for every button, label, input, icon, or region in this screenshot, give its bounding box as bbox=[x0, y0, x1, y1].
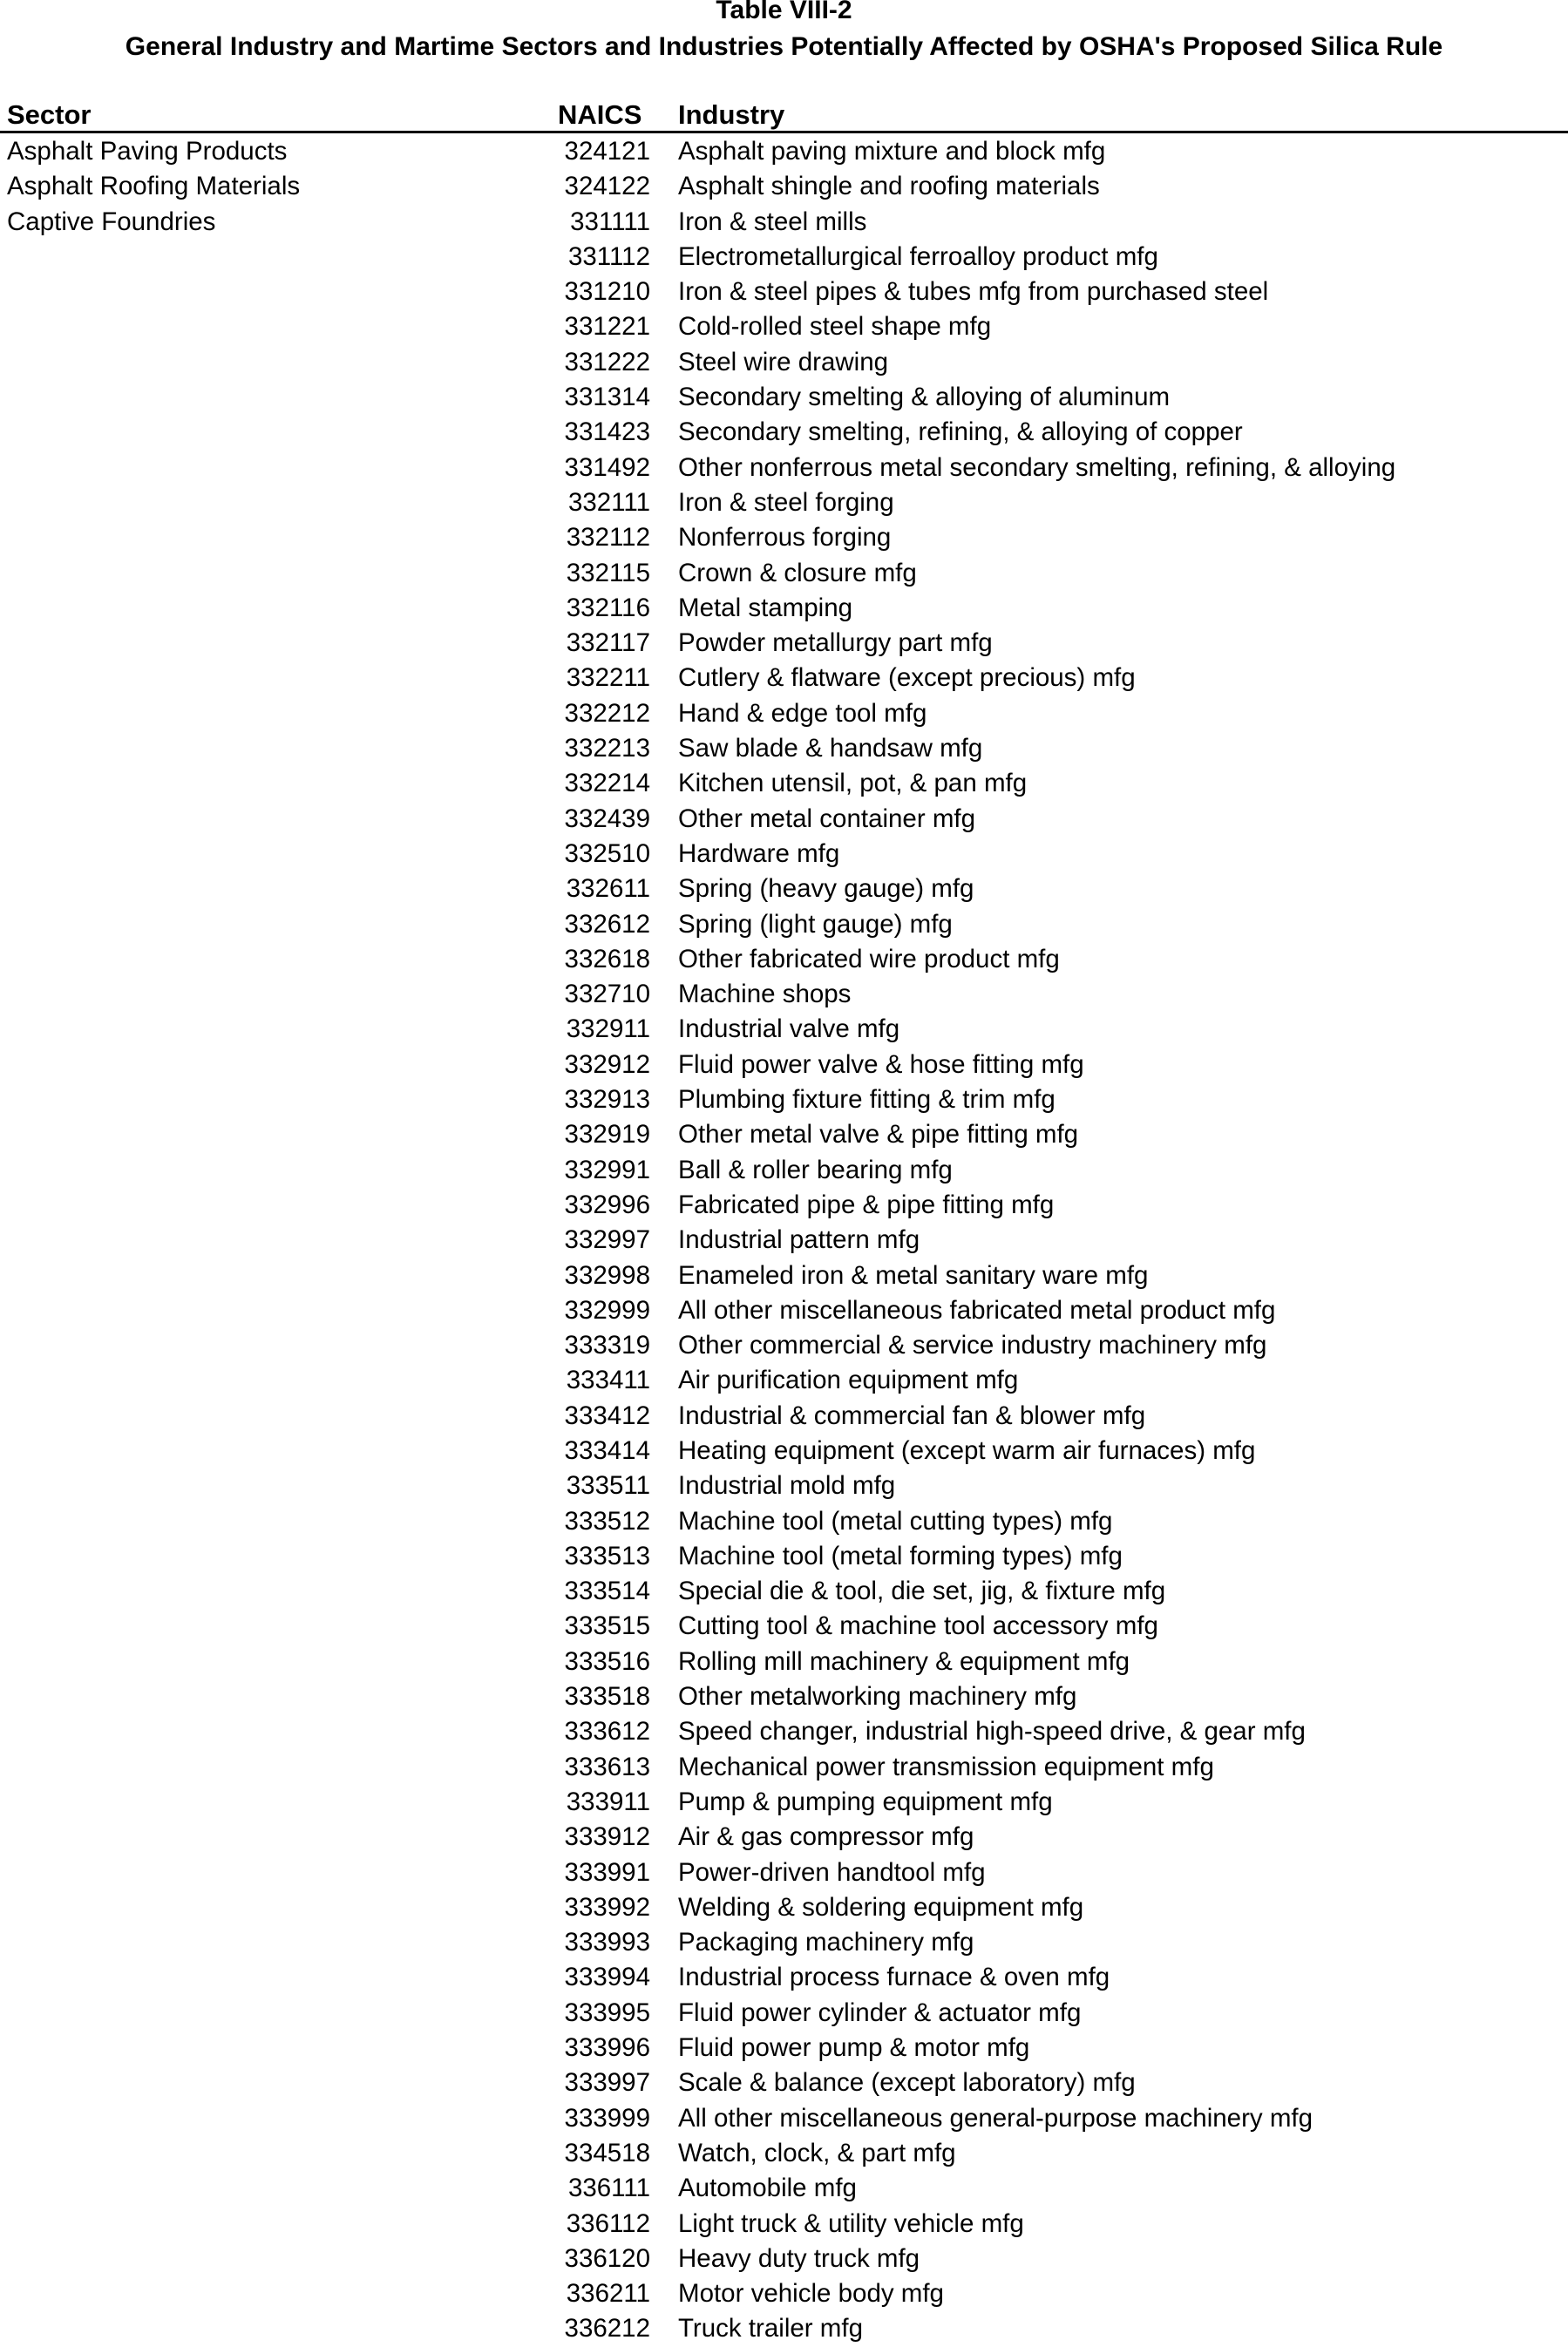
naics-cell: 333518 bbox=[564, 1682, 650, 1712]
industry-cell: Powder metallurgy part mfg bbox=[678, 628, 993, 658]
table-row bbox=[0, 2242, 1568, 2276]
industry-cell: Fabricated pipe & pipe fitting mfg bbox=[678, 1190, 1055, 1219]
table-row bbox=[0, 345, 1568, 380]
industry-cell: Machine tool (metal forming types) mfg bbox=[678, 1541, 1123, 1570]
table-row bbox=[0, 1785, 1568, 1820]
industry-cell: Fluid power pump & motor mfg bbox=[678, 2033, 1030, 2063]
industry-cell: Welding & soldering equipment mfg bbox=[678, 1892, 1084, 1922]
naics-cell: 333993 bbox=[564, 1928, 650, 1957]
industry-cell: Speed changer, industrial high-speed drive, & gear mfg bbox=[678, 1717, 1306, 1747]
table-row bbox=[0, 205, 1568, 240]
naics-cell: 331111 bbox=[570, 207, 650, 236]
table-row bbox=[0, 1328, 1568, 1363]
table-row bbox=[0, 2207, 1568, 2242]
naics-cell: 333319 bbox=[564, 1331, 650, 1360]
industry-cell: Other commercial & service industry machinery mfg bbox=[678, 1331, 1267, 1360]
industry-cell: Other metal valve & pipe fitting mfg bbox=[678, 1120, 1079, 1150]
industry-cell: All other miscellaneous fabricated metal product mfg bbox=[678, 1295, 1276, 1325]
naics-cell: 332212 bbox=[564, 698, 650, 728]
naics-cell: 332911 bbox=[566, 1014, 650, 1044]
naics-cell: 332112 bbox=[566, 523, 650, 553]
table-row bbox=[0, 1679, 1568, 1714]
table-row bbox=[0, 1925, 1568, 1960]
naics-cell: 332214 bbox=[564, 769, 650, 798]
naics-cell: 332612 bbox=[564, 909, 650, 939]
naics-cell: 332439 bbox=[564, 804, 650, 833]
table-row bbox=[0, 1960, 1568, 1995]
industry-cell: Electrometallurgical ferroalloy product mfg bbox=[678, 241, 1158, 271]
industry-cell: Pump & pumping equipment mfg bbox=[678, 1787, 1053, 1816]
header-rule bbox=[0, 131, 1568, 133]
naics-cell: 333512 bbox=[564, 1506, 650, 1536]
naics-cell: 332213 bbox=[564, 734, 650, 763]
table-row bbox=[0, 520, 1568, 555]
table-row bbox=[0, 1363, 1568, 1398]
naics-cell: 331221 bbox=[564, 312, 650, 342]
industry-cell: Saw blade & handsaw mfg bbox=[678, 734, 983, 763]
industry-cell: Spring (light gauge) mfg bbox=[678, 909, 953, 939]
naics-cell: 332211 bbox=[566, 663, 650, 693]
naics-cell: 333994 bbox=[564, 1963, 650, 1992]
industry-cell: Plumbing fixture fitting & trim mfg bbox=[678, 1085, 1056, 1115]
naics-cell: 333412 bbox=[564, 1401, 650, 1430]
table-row bbox=[0, 731, 1568, 766]
table-row bbox=[0, 1996, 1568, 2031]
naics-cell: 336211 bbox=[566, 2279, 650, 2309]
table-row bbox=[0, 380, 1568, 415]
naics-cell: 331492 bbox=[564, 452, 650, 482]
naics-cell: 332117 bbox=[566, 628, 650, 658]
industry-cell: Industrial & commercial fan & blower mfg bbox=[678, 1401, 1146, 1430]
naics-cell: 333912 bbox=[564, 1822, 650, 1852]
industry-cell: Special die & tool, die set, jig, & fixture mfg bbox=[678, 1577, 1166, 1606]
naics-cell: 324122 bbox=[564, 172, 650, 201]
table-row bbox=[0, 1153, 1568, 1188]
column-header-sector: Sector bbox=[7, 99, 92, 130]
industry-cell: Asphalt shingle and roofing materials bbox=[678, 172, 1100, 201]
table-row bbox=[0, 1820, 1568, 1855]
industry-cell: Iron & steel forging bbox=[678, 487, 894, 517]
industry-cell: All other miscellaneous general-purpose machinery mfg bbox=[678, 2103, 1313, 2133]
table-row bbox=[0, 556, 1568, 591]
naics-cell: 332997 bbox=[564, 1225, 650, 1255]
table-row bbox=[0, 134, 1568, 169]
table-row bbox=[0, 766, 1568, 801]
industry-cell: Secondary smelting & alloying of aluminum bbox=[678, 383, 1171, 412]
naics-cell: 332999 bbox=[564, 1295, 650, 1325]
industry-cell: Other nonferrous metal secondary smelting, refining, & alloying bbox=[678, 452, 1396, 482]
industry-cell: Automobile mfg bbox=[678, 2174, 857, 2203]
industry-cell: Metal stamping bbox=[678, 593, 853, 622]
industry-cell: Kitchen utensil, pot, & pan mfg bbox=[678, 769, 1028, 798]
industry-cell: Fluid power cylinder & actuator mfg bbox=[678, 1998, 1082, 2027]
table-row bbox=[0, 451, 1568, 485]
naics-cell: 336120 bbox=[564, 2243, 650, 2273]
naics-cell: 333991 bbox=[564, 1857, 650, 1887]
naics-cell: 336212 bbox=[564, 2314, 650, 2344]
naics-cell: 333613 bbox=[564, 1752, 650, 1781]
table-row bbox=[0, 626, 1568, 661]
naics-cell: 332111 bbox=[567, 487, 650, 517]
industry-cell: Other fabricated wire product mfg bbox=[678, 944, 1060, 973]
industry-cell: Scale & balance (except laboratory) mfg bbox=[678, 2068, 1136, 2098]
industry-cell: Packaging machinery mfg bbox=[678, 1928, 974, 1957]
industry-cell: Cold-rolled steel shape mfg bbox=[678, 312, 992, 342]
naics-cell: 331210 bbox=[564, 277, 650, 307]
naics-cell: 324121 bbox=[564, 137, 650, 166]
naics-cell: 331314 bbox=[564, 383, 650, 412]
table-row bbox=[0, 2065, 1568, 2100]
table-row bbox=[0, 1855, 1568, 1890]
naics-cell: 333414 bbox=[564, 1435, 650, 1465]
naics-cell: 332912 bbox=[564, 1049, 650, 1079]
naics-cell: 333997 bbox=[564, 2068, 650, 2098]
naics-cell: 331222 bbox=[564, 347, 650, 376]
table-row bbox=[0, 2276, 1568, 2311]
industry-cell: Industrial pattern mfg bbox=[678, 1225, 920, 1255]
table-row bbox=[0, 837, 1568, 872]
table-row bbox=[0, 1609, 1568, 1644]
naics-cell: 333515 bbox=[564, 1611, 650, 1641]
table-row bbox=[0, 1469, 1568, 1503]
table-row bbox=[0, 2031, 1568, 2065]
sector-cell: Asphalt Paving Products bbox=[7, 137, 288, 166]
naics-cell: 336112 bbox=[566, 2208, 650, 2238]
industry-cell: Truck trailer mfg bbox=[678, 2314, 863, 2344]
naics-cell: 332618 bbox=[564, 944, 650, 973]
naics-cell: 333514 bbox=[564, 1577, 650, 1606]
naics-cell: 332510 bbox=[564, 838, 650, 868]
industry-cell: Motor vehicle body mfg bbox=[678, 2279, 944, 2309]
table-row bbox=[0, 1188, 1568, 1223]
table-row bbox=[0, 1293, 1568, 1328]
naics-cell: 333995 bbox=[564, 1998, 650, 2027]
naics-cell: 331423 bbox=[564, 417, 650, 447]
industry-cell: Hardware mfg bbox=[678, 838, 840, 868]
naics-cell: 332611 bbox=[566, 874, 650, 904]
table-row bbox=[0, 1539, 1568, 1574]
industry-cell: Other metal container mfg bbox=[678, 804, 976, 833]
naics-cell: 333513 bbox=[564, 1541, 650, 1570]
table-row bbox=[0, 1399, 1568, 1434]
naics-cell: 333612 bbox=[564, 1717, 650, 1747]
naics-cell: 332991 bbox=[564, 1155, 650, 1184]
table-row bbox=[0, 802, 1568, 837]
table-row bbox=[0, 2136, 1568, 2171]
table-row bbox=[0, 1117, 1568, 1152]
table-row bbox=[0, 1750, 1568, 1785]
industry-cell: Enameled iron & metal sanitary ware mfg bbox=[678, 1260, 1149, 1290]
naics-cell: 332913 bbox=[564, 1085, 650, 1115]
industry-cell: Air purification equipment mfg bbox=[678, 1366, 1019, 1395]
table-row bbox=[0, 942, 1568, 977]
naics-cell: 331112 bbox=[567, 241, 650, 271]
table-row bbox=[0, 169, 1568, 204]
table-row bbox=[0, 591, 1568, 626]
industry-cell: Spring (heavy gauge) mfg bbox=[678, 874, 974, 904]
naics-cell: 336111 bbox=[567, 2174, 650, 2203]
table-row bbox=[0, 872, 1568, 906]
industry-cell: Asphalt paving mixture and block mfg bbox=[678, 137, 1106, 166]
table-row bbox=[0, 1574, 1568, 1609]
table-row bbox=[0, 661, 1568, 695]
naics-cell: 333911 bbox=[566, 1787, 650, 1816]
table-body bbox=[0, 134, 1568, 2347]
industry-cell: Rolling mill machinery & equipment mfg bbox=[678, 1646, 1130, 1676]
sector-cell: Asphalt Roofing Materials bbox=[7, 172, 301, 201]
industry-cell: Crown & closure mfg bbox=[678, 558, 917, 587]
industry-cell: Iron & steel mills bbox=[678, 207, 867, 236]
industry-cell: Nonferrous forging bbox=[678, 523, 892, 553]
industry-cell: Iron & steel pipes & tubes mfg from purchased steel bbox=[678, 277, 1269, 307]
industry-cell: Industrial mold mfg bbox=[678, 1471, 896, 1501]
industry-cell: Heavy duty truck mfg bbox=[678, 2243, 920, 2273]
naics-cell: 332115 bbox=[566, 558, 650, 587]
industry-cell: Watch, clock, & part mfg bbox=[678, 2138, 956, 2167]
table-row bbox=[0, 1645, 1568, 1679]
industry-cell: Cutlery & flatware (except precious) mfg bbox=[678, 663, 1136, 693]
industry-cell: Steel wire drawing bbox=[678, 347, 889, 376]
table-row bbox=[0, 907, 1568, 942]
table-row bbox=[0, 1434, 1568, 1469]
table-row bbox=[0, 275, 1568, 309]
sector-cell: Captive Foundries bbox=[7, 207, 216, 236]
table-row bbox=[0, 1890, 1568, 1925]
industry-cell: Light truck & utility vehicle mfg bbox=[678, 2208, 1024, 2238]
table-row bbox=[0, 485, 1568, 520]
table-title: Table VIII-2 bbox=[716, 0, 852, 24]
table-row bbox=[0, 696, 1568, 731]
table-row bbox=[0, 240, 1568, 275]
table-subtitle: General Industry and Martime Sectors and Industries Potentially Affected by OSHA's Proposed Silica Rule bbox=[125, 32, 1443, 61]
table-row bbox=[0, 1082, 1568, 1117]
column-header-naics: NAICS bbox=[558, 99, 642, 130]
naics-cell: 333411 bbox=[566, 1366, 650, 1395]
table-row bbox=[0, 977, 1568, 1012]
naics-cell: 333999 bbox=[564, 2103, 650, 2133]
table-row bbox=[0, 1504, 1568, 1539]
industry-cell: Cutting tool & machine tool accessory mfg bbox=[678, 1611, 1158, 1641]
industry-cell: Hand & edge tool mfg bbox=[678, 698, 927, 728]
industry-cell: Ball & roller bearing mfg bbox=[678, 1155, 953, 1184]
table-row bbox=[0, 1012, 1568, 1047]
table-row bbox=[0, 1223, 1568, 1258]
naics-cell: 332919 bbox=[564, 1120, 650, 1150]
naics-cell: 333511 bbox=[566, 1471, 650, 1501]
naics-cell: 332710 bbox=[564, 980, 650, 1009]
naics-cell: 332996 bbox=[564, 1190, 650, 1219]
industry-cell: Power-driven handtool mfg bbox=[678, 1857, 986, 1887]
industry-cell: Industrial valve mfg bbox=[678, 1014, 900, 1044]
naics-cell: 333996 bbox=[564, 2033, 650, 2063]
industry-cell: Machine shops bbox=[678, 980, 852, 1009]
industry-cell: Machine tool (metal cutting types) mfg bbox=[678, 1506, 1113, 1536]
table-row bbox=[0, 415, 1568, 450]
industry-cell: Industrial process furnace & oven mfg bbox=[678, 1963, 1110, 1992]
column-header-industry: Industry bbox=[678, 99, 785, 130]
naics-cell: 332998 bbox=[564, 1260, 650, 1290]
table-row bbox=[0, 309, 1568, 344]
table-row bbox=[0, 1714, 1568, 1749]
industry-cell: Secondary smelting, refining, & alloying of copper bbox=[678, 417, 1243, 447]
naics-cell: 333516 bbox=[564, 1646, 650, 1676]
table-row bbox=[0, 1048, 1568, 1082]
industry-cell: Heating equipment (except warm air furnaces) mfg bbox=[678, 1435, 1256, 1465]
table-row bbox=[0, 2171, 1568, 2206]
industry-cell: Other metalworking machinery mfg bbox=[678, 1682, 1077, 1712]
naics-cell: 332116 bbox=[566, 593, 650, 622]
table-row bbox=[0, 1258, 1568, 1293]
naics-cell: 333992 bbox=[564, 1892, 650, 1922]
naics-cell: 334518 bbox=[564, 2138, 650, 2167]
table-row bbox=[0, 2311, 1568, 2346]
industry-cell: Air & gas compressor mfg bbox=[678, 1822, 974, 1852]
table-row bbox=[0, 2101, 1568, 2136]
industry-cell: Mechanical power transmission equipment mfg bbox=[678, 1752, 1214, 1781]
industry-cell: Fluid power valve & hose fitting mfg bbox=[678, 1049, 1084, 1079]
